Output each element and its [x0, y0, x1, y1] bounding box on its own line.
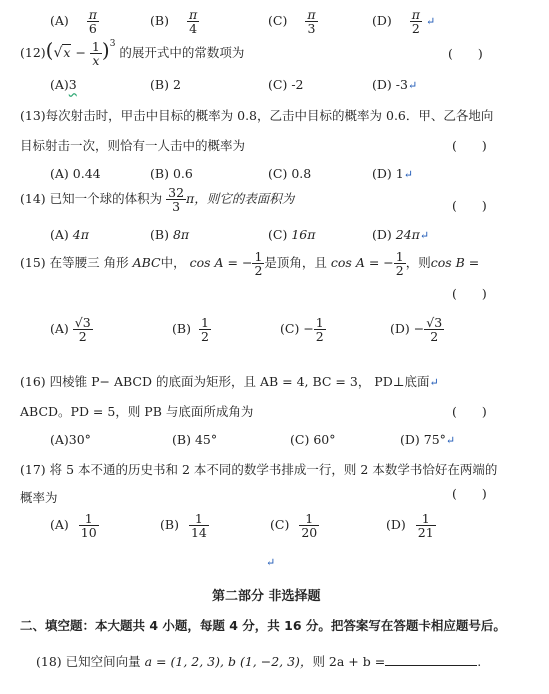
q16-line2: ABCD。PD = 5，则 PB 与底面所成角为: [20, 404, 254, 419]
q15-option-d: (D) − $\frac{√3}{2}$: [390, 315, 443, 345]
q14-option-a: (A) 4π: [50, 227, 89, 242]
q13-option-d: (D) 1↵: [372, 166, 413, 181]
q17-option-d: (D) $\frac{1}{21}$: [386, 511, 434, 541]
q12-option-d: (D) -3↵: [372, 77, 418, 92]
q15-option-a: (A) $\frac{√3}{2}$: [50, 315, 91, 345]
q13-option-b: (B) 0.6: [150, 166, 193, 181]
q16-option-b: (B) 45°: [172, 432, 218, 447]
q17-option-a: (A) $\frac{1}{10}$: [50, 511, 97, 541]
q15-option-b: (B) $\frac{1}{2}$: [172, 315, 209, 345]
q15-stem: (15) 在等腰三 角形 ABC中， cos A = − $\frac{1}{2}$ 是顶角，且 cos A = − $\frac{1}{2}$ ，则cos B =: [20, 249, 480, 279]
q17-option-b: (B) $\frac{1}{14}$: [160, 511, 207, 541]
q11-option-c: (C) $\frac{\pi}{3}$: [268, 7, 316, 37]
q11-option-a: (A) $\frac{\pi}{6}$: [50, 7, 97, 37]
section-two-heading: 二、填空题：本大题共 4 小题，每题 4 分，共 16 分。把答案写在答题卡相应题号后。: [20, 618, 506, 633]
q18-answer-blank[interactable]: [385, 655, 477, 666]
q16-option-d: (D) 75°↵: [400, 432, 456, 447]
return-mark-icon: ↵: [266, 556, 276, 569]
q14-answer-paren: ( ): [452, 198, 487, 213]
q16-answer-paren: ( ): [452, 404, 487, 419]
part-two-title: 第二部分 非选择题: [212, 589, 321, 604]
q12-option-a: (A)3: [50, 77, 77, 92]
q13-line1: (13)每次射击时，甲击中目标的概率为 0.8，乙击中目标的概率为 0.6．甲、乙各地向: [20, 108, 494, 123]
q12-option-b: (B) 2: [150, 77, 181, 92]
q15-answer-paren: ( ): [452, 286, 487, 301]
q12-option-c: (C) -2: [268, 77, 304, 92]
q14-option-b: (B) 8π: [150, 227, 190, 242]
q16-option-c: (C) 60°: [290, 432, 336, 447]
q16-option-a: (A)30°: [50, 432, 91, 447]
q18-stem: (18) 已知空间向量 a = (1, 2, 3), b (1, −2, 3)，则 2a + b = .: [36, 654, 482, 669]
q13-option-c: (C) 0.8: [268, 166, 312, 181]
q12-answer-paren: ( ): [448, 46, 483, 61]
q17-answer-paren: ( ): [452, 486, 487, 501]
q14-stem: (14) 已知一个球的体积为 $\frac{32}{3}$ π，则它的表面积为: [20, 185, 295, 215]
q17-line1: (17) 将 5 本不通的历史书和 2 本不同的数学书排成一行，则 2 本数学书恰好在两端的: [20, 462, 498, 477]
q13-line2: 目标射击一次，则恰有一人击中的概率为: [20, 138, 246, 153]
q15-option-c: (C) − $\frac{1}{2}$: [280, 315, 324, 345]
q14-option-d: (D) 24π↵: [372, 227, 430, 242]
q13-option-a: (A) 0.44: [50, 166, 101, 181]
q17-line2: 概率为: [20, 490, 58, 505]
return-mark-icon: ↵: [425, 15, 436, 29]
q14-option-c: (C) 16π: [268, 227, 316, 242]
q13-answer-paren: ( ): [452, 138, 487, 153]
q11-option-b: (B) $\frac{\pi}{4}$: [150, 7, 198, 37]
q16-line1: (16) 四棱锥 P− ABCD 的底面为矩形，且 AB = 4, BC = 3， PD⊥底面↵: [20, 374, 439, 389]
q12-stem: (12)(√x − $\frac{1}{x}$ )$^3$ 的展开式中的常数项为: [20, 38, 245, 69]
q17-option-c: (C) $\frac{1}{20}$: [270, 511, 318, 541]
q11-option-d: (D) $\frac{\pi}{2}$ ↵: [372, 7, 436, 37]
